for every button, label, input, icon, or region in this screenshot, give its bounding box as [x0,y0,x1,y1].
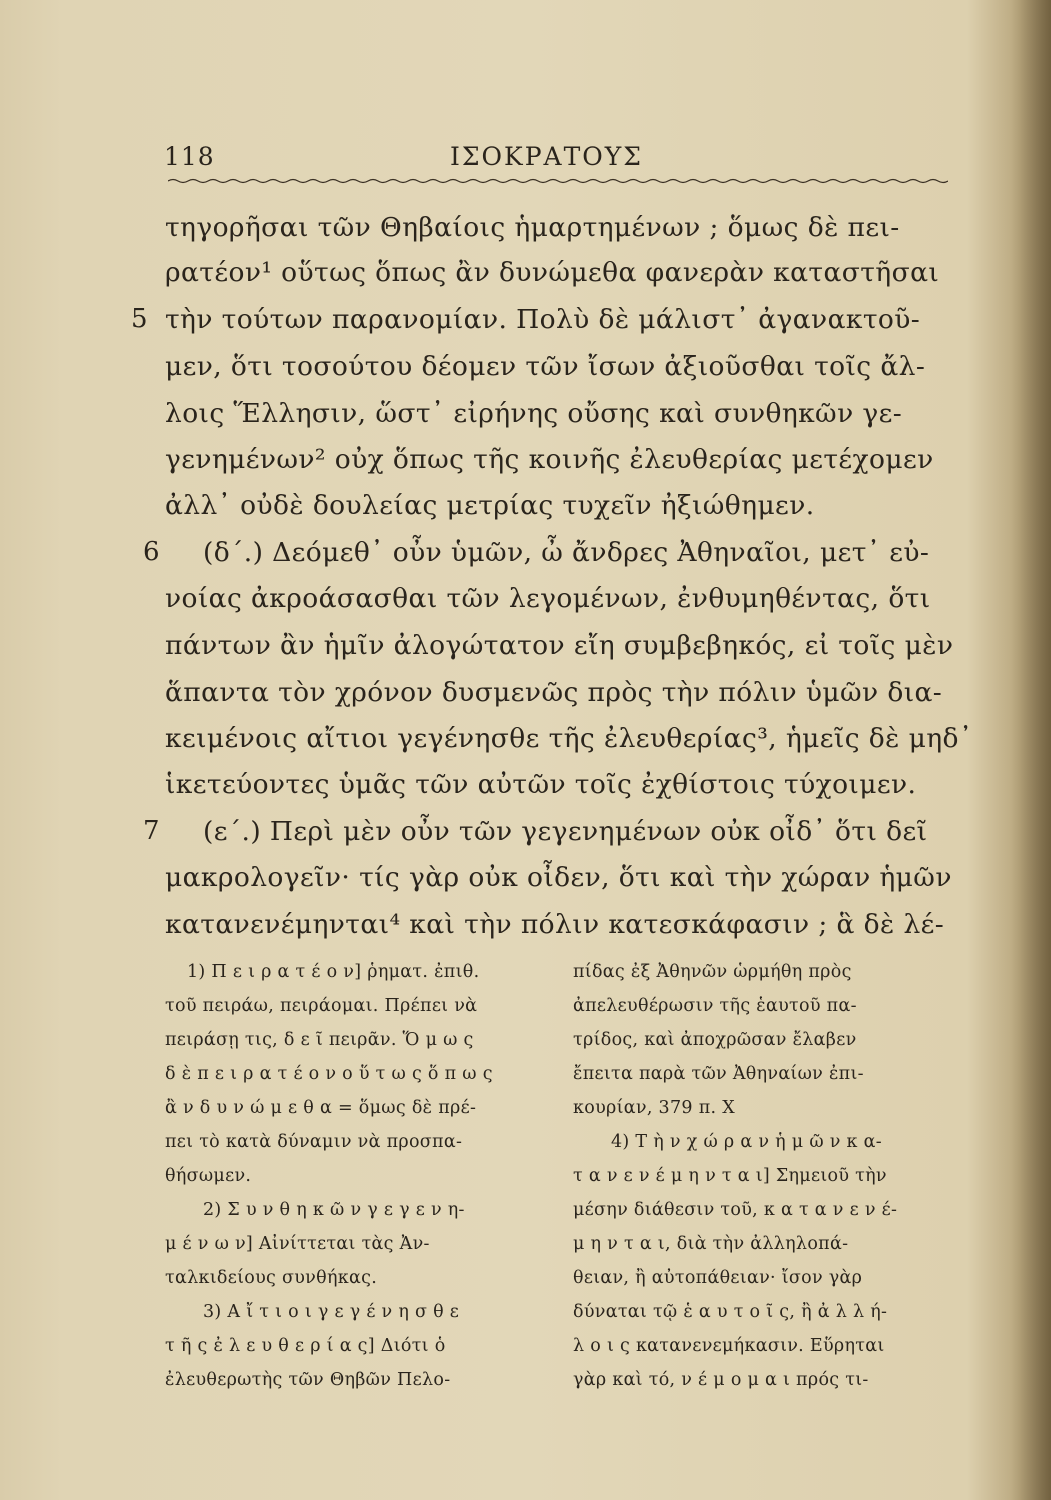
footnote-line: δ ὲ π ε ι ρ α τ έ ο ν ο ὕ τ ω ς ὅ π ω ς [165,1064,493,1084]
footnote-line: θειαν, ἢ αὐτοπάθειαν· ἴσον γὰρ [573,1268,863,1288]
footnote-line: 3) Α ἴ τ ι ο ι γ ε γ έ ν η σ θ ε [203,1302,460,1322]
text-line: ρατέον¹ οὕτως ὅπως ἂν δυνώμεθα φανερὰν καταστῆσαι [165,257,940,288]
footnotes [165,962,965,1432]
text-line: ἱκετεύοντες ὑμᾶς τῶν αὐτῶν τοῖς ἐχθίστοις τύχοιμεν. [165,769,917,800]
section-number: 6 [143,537,160,567]
text-line: γενημένων² οὐχ ὅπως τῆς κοινῆς ἐλευθερίας μετέχομεν [165,444,934,475]
text-line: κειμένοις αἴτιοι γεγένησθε τῆς ἐλευθερίας³, ἡμεῖς δὲ μηδ᾽ [165,723,973,754]
footnote-line: 1) Π ε ι ρ α τ έ ο ν] ῥηματ. ἐπιθ. [187,962,480,982]
footnote-line: τ α ν ε ν έ μ η ν τ α ι] Σημειοῦ τὴν [573,1166,887,1186]
footnote-line: πίδας ἐξ Ἀθηνῶν ὡρμήθη πρὸς [573,962,852,982]
footnote-line: 4) Τ ὴ ν χ ώ ρ α ν ἡ μ ῶ ν κ α- [611,1132,882,1152]
footnote-line: πειράσῃ τις, δ ε ῖ πειρᾶν. Ὅ μ ω ς [165,1030,474,1050]
footnote-line: ἐλευθερωτὴς τῶν Θηβῶν Πελο- [165,1370,451,1390]
section-number: 7 [143,816,160,846]
text-line: ἅπαντα τὸν χρόνον δυσμενῶς πρὸς τὴν πόλιν ὑμῶν δια- [165,677,943,708]
footnote-line: λ ο ι ς κατανενεμήκασιν. Εὕρηται [573,1336,885,1356]
text-line: τηγορῆσαι τῶν Θηβαίοις ἡμαρτημένων ; ὅμως δὲ πει- [165,212,900,243]
section-number: 5 [131,304,148,334]
footnote-line: ἔπειτα παρὰ τῶν Ἀθηναίων ἐπι- [573,1064,864,1084]
header-wavy-rule [168,178,948,184]
footnote-line: μέσην διάθεσιν τοῦ, κ α τ α ν ε ν έ- [573,1200,898,1220]
page-header [160,140,950,180]
footnote-line: κουρίαν, 379 π. Χ [573,1098,735,1118]
text-line: τὴν τούτων παρανομίαν. Πολὺ δὲ μάλιστ᾽ ἀγανακτοῦ- [165,304,921,335]
footnote-line: ἀπελευθέρωσιν τῆς ἑαυτοῦ πα- [573,996,857,1016]
footnote-line: θήσωμεν. [165,1166,252,1186]
footnote-line: τοῦ πειράω, πειράομαι. Πρέπει νὰ [165,996,478,1016]
footnote-line: μ έ ν ω ν] Αἰνίττεται τὰς Ἀν- [165,1234,430,1254]
text-line: μεν, ὅτι τοσούτου δέομεν τῶν ἴσων ἀξιοῦσθαι τοῖς ἄλ- [165,351,926,382]
text-line: (ε΄.) Περὶ μὲν οὖν τῶν γεγενημένων οὐκ οἶδ᾽ ὅτι δεῖ [203,816,928,847]
footnote-line: ταλκιδείους συνθήκας. [165,1268,378,1288]
footnote-line: δύναται τῷ ἑ α υ τ ο ῖ ς, ἢ ἀ λ λ ή- [573,1302,888,1322]
page-number: 118 [164,142,215,171]
text-line: κατανενέμηνται⁴ καὶ τὴν πόλιν κατεσκάφασιν ; ἃ δὲ λέ- [165,909,945,940]
text-line: ἀλλ᾽ οὐδὲ δουλείας μετρίας τυχεῖν ἠξιώθημεν. [165,490,815,521]
text-line: (δ΄.) Δεόμεθ᾽ οὖν ὑμῶν, ὦ ἄνδρες Ἀθηναῖοι, μετ᾽ εὐ- [203,537,930,568]
footnote-line: πει τὸ κατὰ δύναμιν νὰ προσπα- [165,1132,463,1152]
footnote-line: 2) Σ υ ν θ η κ ῶ ν γ ε γ ε ν η- [203,1200,465,1220]
footnote-line: γὰρ καὶ τό, ν έ μ ο μ α ι πρός τι- [573,1370,869,1390]
footnote-line: τρίδος, καὶ ἀποχρῶσαν ἔλαβεν [573,1030,857,1050]
running-title: ΙΣΟΚΡΑΤΟΥΣ [450,142,643,171]
footnote-line: ἂ ν δ υ ν ώ μ ε θ α = ὅμως δὲ πρέ- [165,1098,477,1118]
footnote-line: τ ῆ ς ἐ λ ε υ θ ε ρ ί α ς] Διότι ὁ [165,1336,446,1356]
footnote-line: μ η ν τ α ι, διὰ τὴν ἀλληλοπά- [573,1234,849,1254]
text-line: λοις Ἕλλησιν, ὥστ᾽ εἰρήνης οὔσης καὶ συνθηκῶν γε- [165,398,903,429]
text-line: νοίας ἀκροάσασθαι τῶν λεγομένων, ἐνθυμηθέντας, ὅτι [165,583,931,614]
text-line: μακρολογεῖν· τίς γὰρ οὐκ οἶδεν, ὅτι καὶ τὴν χώραν ἡμῶν [165,862,952,893]
spine-shadow [1011,0,1051,1500]
text-line: πάντων ἂν ἡμῖν ἀλογώτατον εἴη συμβεβηκός, εἰ τοῖς μὲν [165,630,954,661]
